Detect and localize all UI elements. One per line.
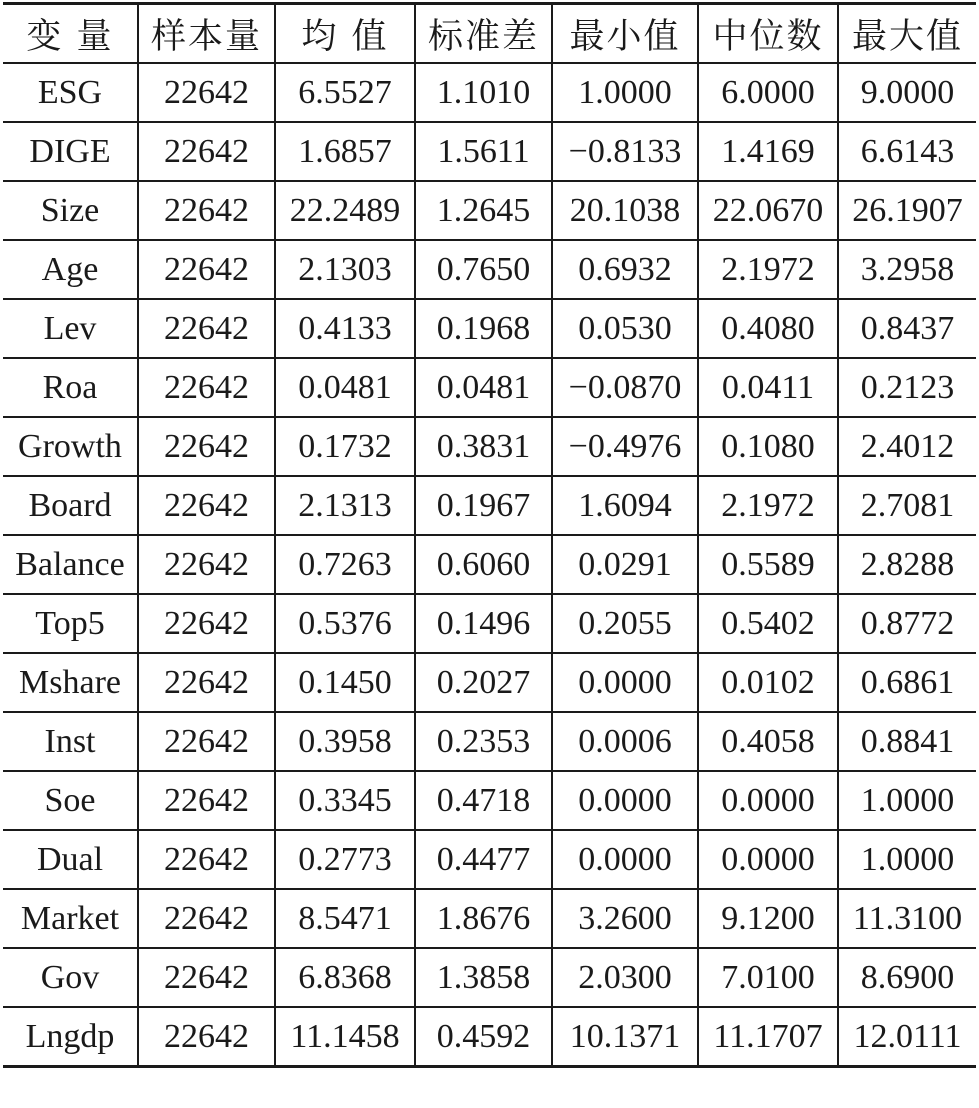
cell-median: 0.4058: [698, 712, 838, 771]
cell-max: 3.2958: [838, 240, 976, 299]
cell-std-dev: 0.4477: [415, 830, 552, 889]
cell-mean: 0.3958: [275, 712, 415, 771]
cell-variable: Growth: [3, 417, 138, 476]
cell-max: 6.6143: [838, 122, 976, 181]
cell-min: 20.1038: [552, 181, 698, 240]
cell-std-dev: 0.1967: [415, 476, 552, 535]
cell-variable: Board: [3, 476, 138, 535]
cell-std-dev: 0.1496: [415, 594, 552, 653]
cell-sample-size: 22642: [138, 653, 275, 712]
cell-std-dev: 0.4718: [415, 771, 552, 830]
cell-median: 0.0000: [698, 830, 838, 889]
cell-std-dev: 0.0481: [415, 358, 552, 417]
cell-min: 0.0000: [552, 830, 698, 889]
cell-max: 1.0000: [838, 830, 976, 889]
cell-variable: ESG: [3, 63, 138, 122]
table-row: [3, 653, 976, 712]
cell-sample-size: 22642: [138, 771, 275, 830]
cell-median: 0.4080: [698, 299, 838, 358]
header-max: 最大值: [838, 4, 976, 64]
cell-min: 10.1371: [552, 1007, 698, 1067]
cell-sample-size: 22642: [138, 1007, 275, 1067]
cell-median: 0.0102: [698, 653, 838, 712]
cell-min: 0.2055: [552, 594, 698, 653]
cell-mean: 2.1313: [275, 476, 415, 535]
table-row: [3, 535, 976, 594]
cell-sample-size: 22642: [138, 830, 275, 889]
cell-mean: 8.5471: [275, 889, 415, 948]
cell-variable: Market: [3, 889, 138, 948]
table-row: [3, 830, 976, 889]
cell-mean: 0.0481: [275, 358, 415, 417]
cell-std-dev: 0.6060: [415, 535, 552, 594]
cell-variable: Soe: [3, 771, 138, 830]
cell-mean: 0.7263: [275, 535, 415, 594]
cell-sample-size: 22642: [138, 240, 275, 299]
cell-median: 9.1200: [698, 889, 838, 948]
table-row: [3, 1007, 976, 1067]
header-min: 最小值: [552, 4, 698, 64]
cell-variable: Top5: [3, 594, 138, 653]
cell-max: 0.8841: [838, 712, 976, 771]
cell-min: 0.6932: [552, 240, 698, 299]
table-row: [3, 594, 976, 653]
cell-variable: Gov: [3, 948, 138, 1007]
header-mean: 均 值: [275, 4, 415, 64]
cell-sample-size: 22642: [138, 948, 275, 1007]
cell-sample-size: 22642: [138, 181, 275, 240]
cell-median: 2.1972: [698, 476, 838, 535]
cell-median: 7.0100: [698, 948, 838, 1007]
cell-std-dev: 1.1010: [415, 63, 552, 122]
table-row: [3, 181, 976, 240]
cell-std-dev: 0.2353: [415, 712, 552, 771]
cell-mean: 0.1450: [275, 653, 415, 712]
cell-mean: 11.1458: [275, 1007, 415, 1067]
table-row: [3, 712, 976, 771]
header-sample-size: 样本量: [138, 4, 275, 64]
cell-sample-size: 22642: [138, 712, 275, 771]
cell-max: 1.0000: [838, 771, 976, 830]
cell-median: 2.1972: [698, 240, 838, 299]
cell-max: 0.8772: [838, 594, 976, 653]
cell-std-dev: 1.5611: [415, 122, 552, 181]
table-body: [3, 63, 976, 1067]
cell-max: 8.6900: [838, 948, 976, 1007]
cell-sample-size: 22642: [138, 299, 275, 358]
cell-variable: Dual: [3, 830, 138, 889]
cell-variable: Roa: [3, 358, 138, 417]
cell-median: 6.0000: [698, 63, 838, 122]
cell-variable: Size: [3, 181, 138, 240]
cell-min: −0.4976: [552, 417, 698, 476]
cell-min: 0.0000: [552, 653, 698, 712]
header-variable: 变 量: [3, 4, 138, 64]
descriptive-statistics-table-container: [3, 2, 976, 1068]
cell-mean: 0.2773: [275, 830, 415, 889]
cell-min: 2.0300: [552, 948, 698, 1007]
table-row: [3, 889, 976, 948]
cell-sample-size: 22642: [138, 535, 275, 594]
cell-min: −0.0870: [552, 358, 698, 417]
cell-max: 12.0111: [838, 1007, 976, 1067]
cell-max: 2.4012: [838, 417, 976, 476]
table-row: [3, 358, 976, 417]
cell-median: 11.1707: [698, 1007, 838, 1067]
cell-max: 2.7081: [838, 476, 976, 535]
cell-min: −0.8133: [552, 122, 698, 181]
header-median: 中位数: [698, 4, 838, 64]
cell-median: 0.5402: [698, 594, 838, 653]
cell-min: 0.0291: [552, 535, 698, 594]
cell-mean: 0.3345: [275, 771, 415, 830]
table-row: [3, 476, 976, 535]
cell-sample-size: 22642: [138, 889, 275, 948]
cell-std-dev: 1.2645: [415, 181, 552, 240]
cell-variable: Lev: [3, 299, 138, 358]
cell-max: 0.8437: [838, 299, 976, 358]
cell-variable: DIGE: [3, 122, 138, 181]
cell-variable: Mshare: [3, 653, 138, 712]
cell-max: 0.6861: [838, 653, 976, 712]
cell-sample-size: 22642: [138, 417, 275, 476]
cell-std-dev: 0.2027: [415, 653, 552, 712]
cell-mean: 6.8368: [275, 948, 415, 1007]
cell-mean: 1.6857: [275, 122, 415, 181]
cell-mean: 22.2489: [275, 181, 415, 240]
cell-min: 0.0006: [552, 712, 698, 771]
cell-mean: 2.1303: [275, 240, 415, 299]
cell-sample-size: 22642: [138, 63, 275, 122]
cell-median: 0.1080: [698, 417, 838, 476]
cell-mean: 0.5376: [275, 594, 415, 653]
cell-median: 22.0670: [698, 181, 838, 240]
cell-mean: 0.4133: [275, 299, 415, 358]
cell-std-dev: 1.3858: [415, 948, 552, 1007]
cell-max: 2.8288: [838, 535, 976, 594]
cell-std-dev: 0.3831: [415, 417, 552, 476]
table-row: [3, 299, 976, 358]
cell-sample-size: 22642: [138, 358, 275, 417]
table-row: [3, 417, 976, 476]
cell-std-dev: 0.1968: [415, 299, 552, 358]
cell-mean: 6.5527: [275, 63, 415, 122]
cell-max: 26.1907: [838, 181, 976, 240]
cell-variable: Age: [3, 240, 138, 299]
table-row: [3, 240, 976, 299]
cell-min: 1.0000: [552, 63, 698, 122]
cell-max: 11.3100: [838, 889, 976, 948]
cell-median: 0.0000: [698, 771, 838, 830]
table-row: [3, 122, 976, 181]
cell-std-dev: 0.7650: [415, 240, 552, 299]
cell-variable: Lngdp: [3, 1007, 138, 1067]
cell-min: 3.2600: [552, 889, 698, 948]
cell-sample-size: 22642: [138, 476, 275, 535]
cell-sample-size: 22642: [138, 594, 275, 653]
cell-median: 0.5589: [698, 535, 838, 594]
cell-variable: Balance: [3, 535, 138, 594]
cell-std-dev: 1.8676: [415, 889, 552, 948]
cell-mean: 0.1732: [275, 417, 415, 476]
cell-min: 1.6094: [552, 476, 698, 535]
cell-min: 0.0000: [552, 771, 698, 830]
table-row: [3, 63, 976, 122]
cell-variable: Inst: [3, 712, 138, 771]
table-row: [3, 771, 976, 830]
cell-max: 9.0000: [838, 63, 976, 122]
cell-std-dev: 0.4592: [415, 1007, 552, 1067]
descriptive-statistics-table: [3, 2, 976, 1068]
header-std-dev: 标准差: [415, 4, 552, 64]
cell-min: 0.0530: [552, 299, 698, 358]
cell-max: 0.2123: [838, 358, 976, 417]
cell-median: 1.4169: [698, 122, 838, 181]
table-row: [3, 948, 976, 1007]
header-row: [3, 4, 976, 64]
cell-sample-size: 22642: [138, 122, 275, 181]
cell-median: 0.0411: [698, 358, 838, 417]
